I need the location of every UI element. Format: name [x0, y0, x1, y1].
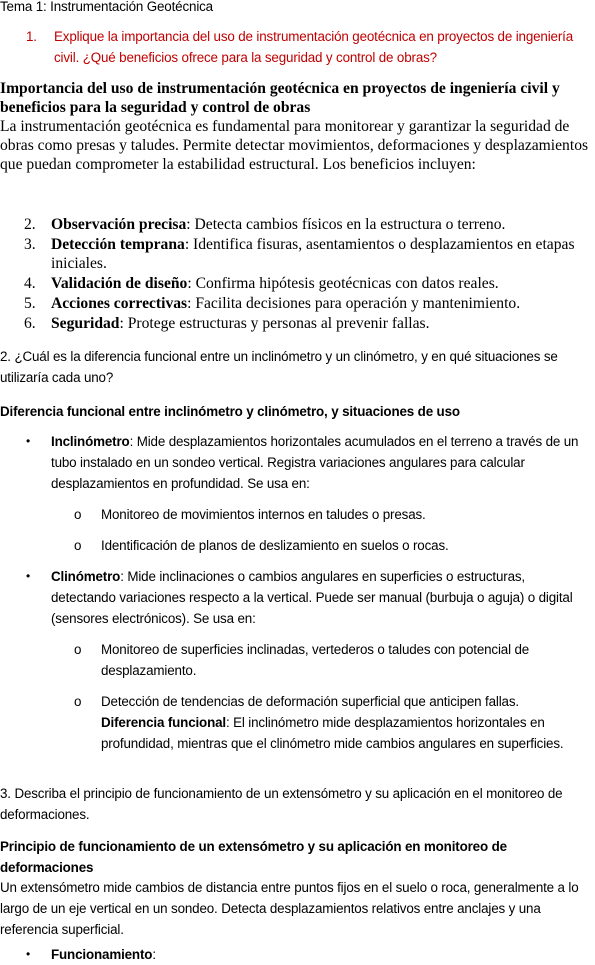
- difference-term: Diferencia funcional: [101, 715, 226, 730]
- benefit-term: Validación de diseño: [51, 275, 188, 292]
- benefit-item: 5. Acciones correctivas: Facilita decisiones para operación y mantenimiento.: [24, 295, 521, 312]
- question-2: 2. ¿Cuál es la diferencia funcional entre un inclinómetro y un clinómetro, y en qué situaciones se utilizaría cada uno?: [0, 349, 558, 385]
- bullet-icon: •: [26, 434, 31, 448]
- benefit-desc: : Identifica fisuras, asentamientos o desplazamientos en etapas iniciales.: [51, 236, 575, 272]
- bullet-icon: •: [26, 569, 31, 583]
- instrument-list: [0, 431, 592, 754]
- benefit-item: 6. Seguridad: Protege estructuras y personas al prevenir fallas.: [24, 315, 430, 332]
- answer-1-heading: Importancia del uso de instrumentación geotécnica en proyectos de ingeniería civil y beneficios para la seguridad y control de obras: [0, 80, 560, 116]
- use-item: o Monitoreo de superficies inclinadas, vertederos o taludes con potencial de desplazamiento.: [0, 639, 592, 681]
- extensometer-term: Funcionamiento: [51, 947, 153, 962]
- answer-1-paragraph: La instrumentación geotécnica es fundamental para monitorear y garantizar la seguridad de obras como presas y taludes. Permite detectar movimientos, deformaciones y desplazamientos que puedan comprometer la estabilidad estructural. Los beneficios incluyen:: [0, 118, 589, 173]
- answer-3-heading: Principio de funcionamiento de un extensómetro y su aplicación en monitoreo de deformaciones: [0, 839, 507, 875]
- instrument-desc: : Mide desplazamientos horizontales acumulados en el terreno a través de un tubo instalado en un sondeo vertical. Registra variaciones angulares para calcular desplazamientos en profundidad. Se usa en:: [51, 434, 579, 491]
- instrument-item-clinometro: [0, 566, 592, 629]
- benefit-term: Detección temprana: [51, 236, 185, 253]
- answer-3-paragraph: Un extensómetro mide cambios de distancia entre puntos fijos en el suelo o roca, generalmente a lo largo de un eje vertical en un sondeo. Detecta desplazamientos relativos entre anclajes y una referencia superficial.: [0, 880, 579, 937]
- benefit-desc: : Confirma hipótesis geotécnicas con datos reales.: [187, 275, 499, 292]
- difference-desc: : El inclinómetro mide desplazamientos horizontales en profundidad, mientras que el clinómetro mide cambios angulares en superficies.: [101, 715, 564, 751]
- use-item: o Identificación de planos de deslizamiento en suelos o rocas.: [0, 535, 592, 556]
- use-item: o Detección de tendencias de deformación superficial que anticipen fallas. Diferencia funcional: El inclinómetro mide desplazamientos horizontales en profundidad, mientras que el clinómetro mide cambios angulares en superficies.: [0, 691, 592, 754]
- sub-bullet-icon: o: [74, 538, 82, 553]
- instrument-term: Inclinómetro: [51, 434, 130, 449]
- benefits-list: [0, 215, 595, 334]
- benefit-desc: : Protege estructuras y personas al prevenir fallas.: [119, 315, 430, 332]
- question-3: 3. Describa el principio de funcionamiento de un extensómetro y su aplicación en el monitoreo de deformaciones.: [0, 786, 563, 822]
- answer-2-heading: Diferencia funcional entre inclinómetro y clinómetro, y situaciones de uso: [0, 404, 460, 419]
- benefit-item: 3. Detección temprana: Identifica fisuras, asentamientos o desplazamientos en etapas iniciales.: [24, 236, 575, 272]
- extensometer-list: [0, 944, 592, 965]
- question-1: [0, 26, 590, 68]
- sub-bullet-icon: o: [74, 694, 82, 709]
- question-1-text: Explique la importancia del uso de instrumentación geotécnica en proyectos de ingeniería civil. ¿Qué beneficios ofrece para la seguridad y control de obras?: [54, 29, 574, 65]
- instrument-desc: : Mide inclinaciones o cambios angulares en superficies o estructuras, detectando variaciones respecto a la vertical. Puede ser manual (burbuja o aguja) o digital (sensores electrónicos). Se usa en:: [51, 569, 573, 626]
- benefit-item: 2. Observación precisa: Detecta cambios físicos en la estructura o terreno.: [24, 216, 506, 233]
- benefit-term: Observación precisa: [51, 216, 187, 233]
- benefit-term: Acciones correctivas: [51, 295, 188, 312]
- benefit-desc: : Detecta cambios físicos en la estructura o terreno.: [186, 216, 506, 233]
- benefit-term: Seguridad: [51, 315, 120, 332]
- topic-title: Tema 1: Instrumentación Geotécnica: [0, 0, 213, 14]
- benefit-desc: : Facilita decisiones para operación y mantenimiento.: [187, 295, 521, 312]
- use-item: o Monitoreo de movimientos internos en taludes o presas.: [0, 504, 592, 525]
- instrument-item-inclinometro: [0, 431, 592, 494]
- instrument-term: Clinómetro: [51, 569, 121, 584]
- sub-bullet-icon: o: [74, 642, 82, 657]
- extensometer-item: • Funcionamiento:: [0, 944, 592, 965]
- benefit-item: 4. Validación de diseño: Confirma hipótesis geotécnicas con datos reales.: [24, 275, 499, 292]
- question-1-number: 1.: [26, 29, 37, 44]
- bullet-icon: •: [26, 947, 31, 961]
- sub-bullet-icon: o: [74, 507, 82, 522]
